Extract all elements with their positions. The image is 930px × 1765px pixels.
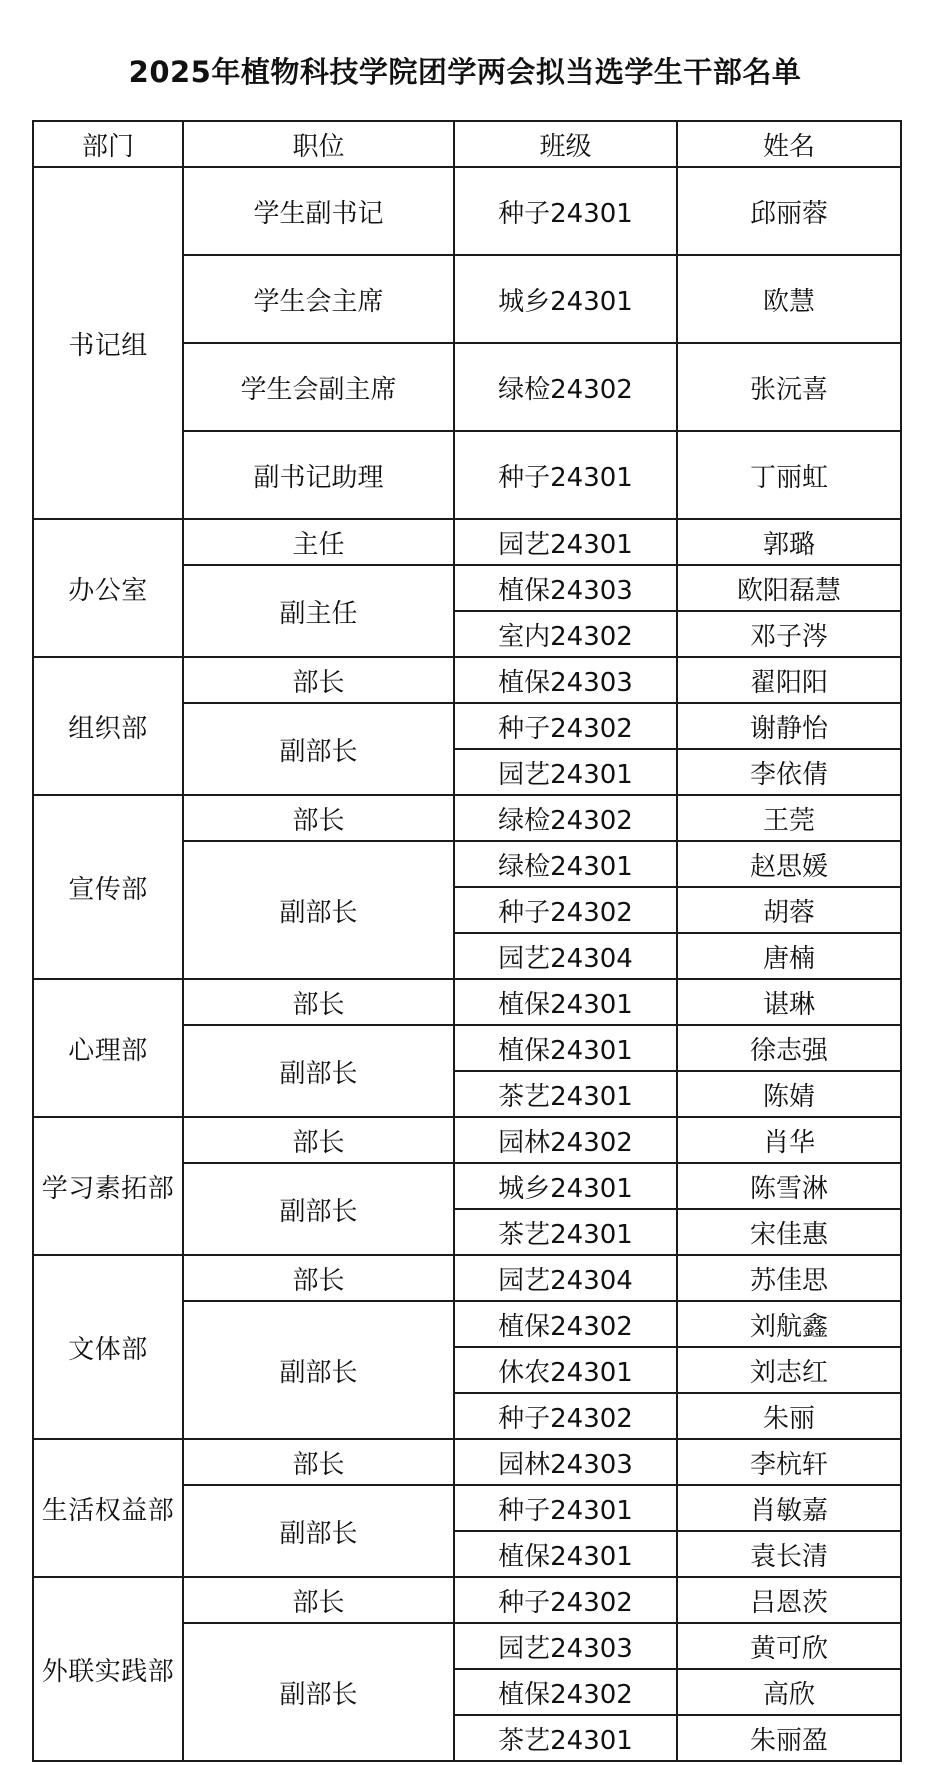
name-cell: 吕恩茨 <box>677 1577 901 1623</box>
table-row <box>33 1439 901 1485</box>
position-cell: 副书记助理 <box>183 431 454 519</box>
class-cell: 种子24301 <box>454 1485 677 1531</box>
position-cell: 副部长 <box>183 1623 454 1761</box>
header-name: 姓名 <box>677 121 901 167</box>
name-cell: 欧慧 <box>677 255 901 343</box>
name-cell: 欧阳磊慧 <box>677 565 901 611</box>
dept-cell: 学习素拓部 <box>33 1117 183 1255</box>
position-cell: 副部长 <box>183 1163 454 1255</box>
dept-cell: 办公室 <box>33 519 183 657</box>
table-row <box>33 519 901 565</box>
name-cell: 丁丽虹 <box>677 431 901 519</box>
class-cell: 城乡24301 <box>454 255 677 343</box>
class-cell: 绿检24302 <box>454 795 677 841</box>
position-cell: 部长 <box>183 795 454 841</box>
class-cell: 种子24302 <box>454 1393 677 1439</box>
position-cell: 副部长 <box>183 703 454 795</box>
position-cell: 副部长 <box>183 1025 454 1117</box>
class-cell: 园艺24301 <box>454 519 677 565</box>
name-cell: 刘志红 <box>677 1347 901 1393</box>
class-cell: 园艺24304 <box>454 1255 677 1301</box>
position-cell: 部长 <box>183 1255 454 1301</box>
class-cell: 绿检24301 <box>454 841 677 887</box>
name-cell: 翟阳阳 <box>677 657 901 703</box>
class-cell: 茶艺24301 <box>454 1209 677 1255</box>
class-cell: 园艺24303 <box>454 1623 677 1669</box>
dept-cell: 宣传部 <box>33 795 183 979</box>
position-cell: 副部长 <box>183 1301 454 1439</box>
name-cell: 朱丽盈 <box>677 1715 901 1761</box>
dept-cell: 生活权益部 <box>33 1439 183 1577</box>
name-cell: 袁长清 <box>677 1531 901 1577</box>
name-cell: 谢静怡 <box>677 703 901 749</box>
position-cell: 学生会副主席 <box>183 343 454 431</box>
dept-cell: 组织部 <box>33 657 183 795</box>
name-cell: 肖华 <box>677 1117 901 1163</box>
class-cell: 园林24303 <box>454 1439 677 1485</box>
name-cell: 王莞 <box>677 795 901 841</box>
class-cell: 种子24301 <box>454 431 677 519</box>
class-cell: 城乡24301 <box>454 1163 677 1209</box>
name-cell: 张沅喜 <box>677 343 901 431</box>
class-cell: 茶艺24301 <box>454 1715 677 1761</box>
roster-body <box>33 167 901 1761</box>
class-cell: 绿检24302 <box>454 343 677 431</box>
table-row <box>33 167 901 255</box>
class-cell: 园艺24301 <box>454 749 677 795</box>
class-cell: 种子24302 <box>454 1577 677 1623</box>
class-cell: 园艺24304 <box>454 933 677 979</box>
name-cell: 陈婧 <box>677 1071 901 1117</box>
dept-cell: 文体部 <box>33 1255 183 1439</box>
name-cell: 陈雪淋 <box>677 1163 901 1209</box>
class-cell: 植保24302 <box>454 1669 677 1715</box>
position-cell: 部长 <box>183 1439 454 1485</box>
dept-cell: 书记组 <box>33 167 183 519</box>
page-title: 2025年植物科技学院团学两会拟当选学生干部名单 <box>128 55 802 89</box>
name-cell: 谌琳 <box>677 979 901 1025</box>
name-cell: 郭璐 <box>677 519 901 565</box>
name-cell: 宋佳惠 <box>677 1209 901 1255</box>
class-cell: 室内24302 <box>454 611 677 657</box>
position-cell: 部长 <box>183 1117 454 1163</box>
class-cell: 茶艺24301 <box>454 1071 677 1117</box>
table-row <box>33 979 901 1025</box>
class-cell: 种子24302 <box>454 887 677 933</box>
name-cell: 黄可欣 <box>677 1623 901 1669</box>
class-cell: 植保24303 <box>454 565 677 611</box>
position-cell: 副主任 <box>183 565 454 657</box>
name-cell: 朱丽 <box>677 1393 901 1439</box>
position-cell: 副部长 <box>183 841 454 979</box>
class-cell: 植保24301 <box>454 1025 677 1071</box>
class-cell: 植保24301 <box>454 1531 677 1577</box>
name-cell: 肖敏嘉 <box>677 1485 901 1531</box>
position-cell: 部长 <box>183 979 454 1025</box>
name-cell: 邓子涔 <box>677 611 901 657</box>
table-row <box>33 1255 901 1301</box>
class-cell: 种子24302 <box>454 703 677 749</box>
class-cell: 植保24302 <box>454 1301 677 1347</box>
table-row <box>33 1117 901 1163</box>
class-cell: 种子24301 <box>454 167 677 255</box>
table-row <box>33 657 901 703</box>
roster-table <box>32 120 902 1762</box>
name-cell: 唐楠 <box>677 933 901 979</box>
header-position: 职位 <box>183 121 454 167</box>
name-cell: 邱丽蓉 <box>677 167 901 255</box>
dept-cell: 心理部 <box>33 979 183 1117</box>
header-class: 班级 <box>454 121 677 167</box>
name-cell: 苏佳思 <box>677 1255 901 1301</box>
position-cell: 部长 <box>183 657 454 703</box>
name-cell: 徐志强 <box>677 1025 901 1071</box>
name-cell: 李杭轩 <box>677 1439 901 1485</box>
name-cell: 赵思媛 <box>677 841 901 887</box>
table-header-row <box>33 121 901 167</box>
table-row <box>33 1577 901 1623</box>
table-row <box>33 795 901 841</box>
name-cell: 胡蓉 <box>677 887 901 933</box>
position-cell: 主任 <box>183 519 454 565</box>
class-cell: 休农24301 <box>454 1347 677 1393</box>
name-cell: 高欣 <box>677 1669 901 1715</box>
class-cell: 园林24302 <box>454 1117 677 1163</box>
class-cell: 植保24303 <box>454 657 677 703</box>
header-dept: 部门 <box>33 121 183 167</box>
position-cell: 副部长 <box>183 1485 454 1577</box>
position-cell: 部长 <box>183 1577 454 1623</box>
name-cell: 李依倩 <box>677 749 901 795</box>
dept-cell: 外联实践部 <box>33 1577 183 1761</box>
class-cell: 植保24301 <box>454 979 677 1025</box>
position-cell: 学生会主席 <box>183 255 454 343</box>
name-cell: 刘航鑫 <box>677 1301 901 1347</box>
position-cell: 学生副书记 <box>183 167 454 255</box>
